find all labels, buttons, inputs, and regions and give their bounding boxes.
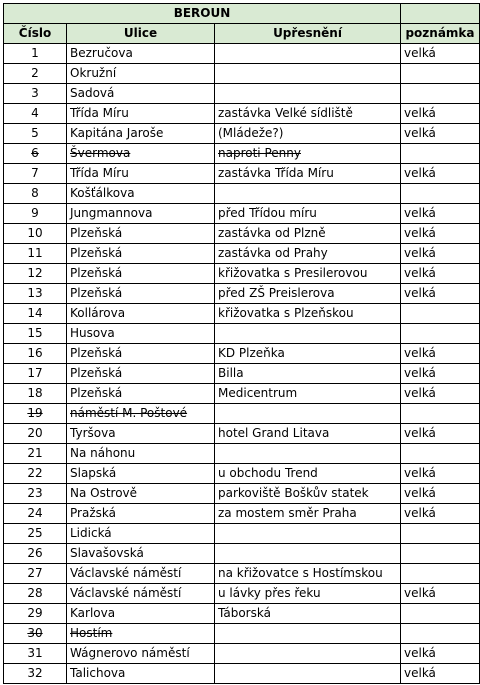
cell-poznamka[interactable]: velká [401,484,480,504]
cell-ulice[interactable]: náměstí M. Poštové [67,404,215,424]
cell-upresneni[interactable]: před ZŠ Preislerova [215,284,401,304]
table-row [4,104,480,124]
cell-cislo[interactable]: 21 [4,444,67,464]
cell-poznamka[interactable] [401,544,480,564]
cell-cislo[interactable]: 18 [4,384,67,404]
table-row [4,664,480,684]
cell-upresneni[interactable]: křižovatka s Presilerovou [215,264,401,284]
cell-upresneni[interactable]: Billa [215,364,401,384]
cell-ulice[interactable]: Václavské náměstí [67,564,215,584]
cell-cislo[interactable]: 4 [4,104,67,124]
cell-poznamka[interactable]: velká [401,224,480,244]
cell-poznamka[interactable]: velká [401,424,480,444]
cell-poznamka[interactable]: velká [401,644,480,664]
cell-upresneni[interactable]: na křižovatce s Hostímskou [215,564,401,584]
cell-cislo[interactable]: 5 [4,124,67,144]
cell-poznamka[interactable]: velká [401,44,480,64]
table-row [4,264,480,284]
cell-upresneni[interactable]: Medicentrum [215,384,401,404]
table-row [4,64,480,84]
cell-poznamka[interactable] [401,184,480,204]
table-row [4,544,480,564]
table-row [4,304,480,324]
header-upresneni[interactable]: Upřesnění [215,24,401,44]
cell-ulice[interactable]: Bezručova [67,44,215,64]
cell-upresneni[interactable]: parkoviště Boškův statek [215,484,401,504]
cell-upresneni[interactable] [215,544,401,564]
cell-cislo[interactable]: 27 [4,564,67,584]
cell-ulice[interactable]: Na Ostrově [67,484,215,504]
header-poznamka[interactable]: poznámka [401,24,480,44]
cell-cislo[interactable]: 19 [4,404,67,424]
cell-poznamka[interactable]: velká [401,244,480,264]
cell-poznamka[interactable]: velká [401,124,480,144]
table-row [4,604,480,624]
table-row [4,644,480,664]
table-row [4,144,480,164]
table-row [4,564,480,584]
cell-cislo[interactable]: 2 [4,64,67,84]
cell-poznamka[interactable]: velká [401,384,480,404]
cell-ulice[interactable]: Třída Míru [67,104,215,124]
cell-poznamka[interactable]: velká [401,664,480,684]
beroun-table [3,3,480,684]
table-row [4,204,480,224]
cell-ulice[interactable]: Jungmannova [67,204,215,224]
cell-cislo[interactable]: 24 [4,504,67,524]
cell-cislo[interactable]: 29 [4,604,67,624]
cell-poznamka[interactable] [401,304,480,324]
table-row [4,384,480,404]
cell-upresneni[interactable]: zastávka Velké sídliště [215,104,401,124]
cell-ulice[interactable]: Slapská [67,464,215,484]
table-row [4,484,480,504]
cell-ulice[interactable]: Talichova [67,664,215,684]
cell-ulice[interactable]: Husova [67,324,215,344]
cell-poznamka[interactable]: velká [401,464,480,484]
cell-ulice[interactable]: Plzeňská [67,224,215,244]
table-row [4,584,480,604]
cell-ulice[interactable]: Plzeňská [67,364,215,384]
cell-ulice[interactable]: Plzeňská [67,244,215,264]
cell-cislo[interactable]: 15 [4,324,67,344]
cell-upresneni[interactable] [215,64,401,84]
cell-ulice[interactable]: Plzeňská [67,284,215,304]
cell-upresneni[interactable]: za mostem směr Praha [215,504,401,524]
cell-ulice[interactable]: Třída Míru [67,164,215,184]
cell-ulice[interactable]: Hostím [67,624,215,644]
table-row [4,324,480,344]
cell-cislo[interactable]: 10 [4,224,67,244]
cell-cislo[interactable]: 12 [4,264,67,284]
cell-cislo[interactable]: 13 [4,284,67,304]
cell-cislo[interactable]: 31 [4,644,67,664]
cell-ulice[interactable]: Sadová [67,84,215,104]
header-row [4,24,480,44]
cell-cislo[interactable]: 26 [4,544,67,564]
cell-upresneni[interactable]: před Třídou míru [215,204,401,224]
cell-cislo[interactable]: 22 [4,464,67,484]
cell-cislo[interactable]: 28 [4,584,67,604]
cell-poznamka[interactable]: velká [401,104,480,124]
cell-upresneni[interactable]: (Mládeže?) [215,124,401,144]
cell-poznamka[interactable] [401,144,480,164]
cell-upresneni[interactable] [215,624,401,644]
table-row [4,224,480,244]
cell-poznamka[interactable]: velká [401,284,480,304]
cell-poznamka[interactable]: velká [401,204,480,224]
table-row [4,244,480,264]
cell-ulice[interactable]: Slavašovská [67,544,215,564]
table-row [4,164,480,184]
cell-ulice[interactable]: Švermova [67,144,215,164]
cell-cislo[interactable]: 23 [4,484,67,504]
table-row [4,184,480,204]
table-row [4,84,480,104]
cell-poznamka[interactable]: velká [401,264,480,284]
cell-upresneni[interactable]: u lávky přes řeku [215,584,401,604]
title-row [4,4,480,24]
cell-cislo[interactable]: 14 [4,304,67,324]
cell-cislo[interactable]: 32 [4,664,67,684]
cell-upresneni[interactable] [215,664,401,684]
cell-cislo[interactable]: 20 [4,424,67,444]
cell-poznamka[interactable] [401,564,480,584]
cell-poznamka[interactable]: velká [401,344,480,364]
cell-ulice[interactable]: Tyršova [67,424,215,444]
cell-ulice[interactable]: Plzeňská [67,384,215,404]
cell-ulice[interactable]: Kapitána Jaroše [67,124,215,144]
cell-cislo[interactable]: 6 [4,144,67,164]
cell-ulice[interactable]: Václavské náměstí [67,584,215,604]
cell-ulice[interactable]: Plzeňská [67,344,215,364]
cell-cislo[interactable]: 17 [4,364,67,384]
cell-poznamka[interactable]: velká [401,164,480,184]
cell-upresneni[interactable]: zastávka od Plzně [215,224,401,244]
cell-poznamka[interactable] [401,404,480,424]
cell-ulice[interactable]: Pražská [67,504,215,524]
cell-poznamka[interactable] [401,624,480,644]
header-cislo[interactable]: Číslo [4,24,67,44]
cell-upresneni[interactable]: u obchodu Trend [215,464,401,484]
cell-upresneni[interactable]: KD Plzeňka [215,344,401,364]
table-row [4,504,480,524]
table-row [4,364,480,384]
spreadsheet [3,3,480,684]
cell-poznamka[interactable] [401,64,480,84]
cell-ulice[interactable]: Kollárova [67,304,215,324]
cell-upresneni[interactable] [215,184,401,204]
cell-cislo[interactable]: 11 [4,244,67,264]
table-row [4,124,480,144]
table-row [4,444,480,464]
table-title[interactable]: BEROUN [4,4,401,24]
cell-cislo[interactable]: 3 [4,84,67,104]
cell-upresneni[interactable]: křižovatka s Plzeňskou [215,304,401,324]
cell-ulice[interactable]: Okružní [67,64,215,84]
table-row [4,524,480,544]
cell-poznamka[interactable]: velká [401,364,480,384]
table-body [4,44,480,684]
cell-poznamka[interactable] [401,324,480,344]
cell-cislo[interactable]: 16 [4,344,67,364]
cell-poznamka[interactable] [401,604,480,624]
cell-ulice[interactable]: Lidická [67,524,215,544]
cell-upresneni[interactable]: naproti Penny [215,144,401,164]
cell-cislo[interactable]: 25 [4,524,67,544]
cell-upresneni[interactable]: hotel Grand Litava [215,424,401,444]
cell-cislo[interactable]: 8 [4,184,67,204]
cell-ulice[interactable]: Plzeňská [67,264,215,284]
cell-poznamka[interactable]: velká [401,504,480,524]
cell-upresneni[interactable] [215,84,401,104]
title-empty-cell[interactable] [401,4,480,24]
header-ulice[interactable]: Ulice [67,24,215,44]
cell-poznamka[interactable] [401,444,480,464]
cell-upresneni[interactable]: Táborská [215,604,401,624]
cell-upresneni[interactable] [215,644,401,664]
cell-upresneni[interactable] [215,324,401,344]
cell-upresneni[interactable] [215,524,401,544]
cell-ulice[interactable]: Wágnerovo náměstí [67,644,215,664]
cell-upresneni[interactable] [215,404,401,424]
table-row [4,404,480,424]
cell-ulice[interactable]: Karlova [67,604,215,624]
table-row [4,44,480,64]
cell-upresneni[interactable] [215,44,401,64]
cell-ulice[interactable]: Na náhonu [67,444,215,464]
cell-poznamka[interactable]: velká [401,584,480,604]
cell-cislo[interactable]: 1 [4,44,67,64]
table-row [4,464,480,484]
cell-upresneni[interactable]: zastávka od Prahy [215,244,401,264]
cell-upresneni[interactable] [215,444,401,464]
cell-poznamka[interactable] [401,84,480,104]
table-row [4,624,480,644]
table-row [4,284,480,304]
cell-cislo[interactable]: 7 [4,164,67,184]
cell-cislo[interactable]: 9 [4,204,67,224]
cell-upresneni[interactable]: zastávka Třída Míru [215,164,401,184]
cell-cislo[interactable]: 30 [4,624,67,644]
cell-ulice[interactable]: Košťálkova [67,184,215,204]
table-row [4,344,480,364]
cell-poznamka[interactable] [401,524,480,544]
table-row [4,424,480,444]
